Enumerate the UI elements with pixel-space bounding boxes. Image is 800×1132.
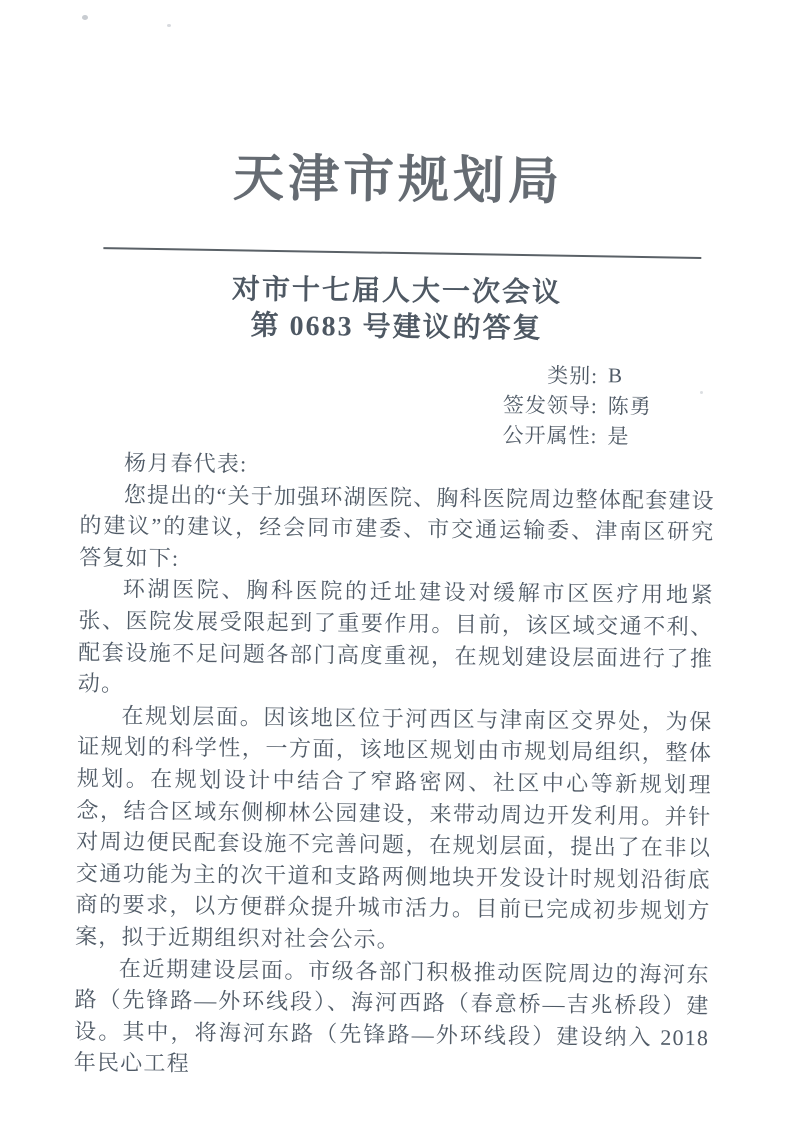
letter-body bbox=[0, 444, 795, 1086]
document-title bbox=[0, 270, 797, 350]
salutation-line: 杨月春代表: bbox=[124, 450, 248, 477]
document-title-line-1: 对市十七届人大一次会议 bbox=[231, 274, 563, 309]
body-paragraph-2: 环湖医院、胸科医院的迁址建设对缓解市区医疗用地紧张、医院发展受限起到了重要作用。目前，该区域交通不利、配套设施不足问题各部门高度重视，在规划建设层面进行了推动。 bbox=[77, 576, 714, 697]
meta-public-attribute-label: 公开属性: bbox=[502, 423, 598, 449]
meta-row-public-attribute bbox=[485, 419, 795, 452]
meta-issuing-leader-value: 陈勇 bbox=[607, 394, 652, 419]
document-title-line-2: 第 0683 号建议的答复 bbox=[250, 310, 543, 345]
header-divider-line bbox=[103, 247, 701, 259]
body-paragraph-4: 在近期建设层面。市级各部门积极推动医院周边的海河东路（先锋路—外环线段）、海河西路（春意桥—吉兆桥段）建设。其中，将海河东路（先锋路—外环线段）建设纳入 2018 年民心工程 bbox=[73, 955, 710, 1077]
body-paragraph-1: 您提出的“关于加强环湖医院、胸科医院周边整体配套建设的建议”的建议，经会同市建委、市交通运输委、津南区研究答复如下: bbox=[79, 481, 715, 571]
meta-category-label: 类别: bbox=[547, 363, 599, 389]
agency-name-header: 天津市规划局 bbox=[232, 151, 564, 211]
meta-category-value: B bbox=[607, 362, 624, 387]
meta-public-attribute-value: 是 bbox=[607, 424, 630, 449]
meta-row-category bbox=[486, 359, 796, 392]
meta-block bbox=[0, 354, 796, 452]
body-paragraph-3: 在规划层面。因该地区位于河西区与津南区交界处，为保证规划的科学性，一方面，该地区规划由市规划局组织，整体规划。在规划设计中结合了窄路密网、社区中心等新规划理念，结合区域东侧柳林公园建设，来带动周边开发利用。并针对周边便民配套设施不完善问题，在规划层面，提出了在非以交通功能为主的次干道和支路两侧地块开发设计时规划沿街底商的要求，以方便群众提升城市活力。目前已完成初步规划方案，拟于近期组织对社会公示。 bbox=[75, 702, 713, 952]
meta-row-issuing-leader bbox=[486, 389, 796, 422]
meta-issuing-leader-label: 签发领导: bbox=[502, 393, 598, 419]
